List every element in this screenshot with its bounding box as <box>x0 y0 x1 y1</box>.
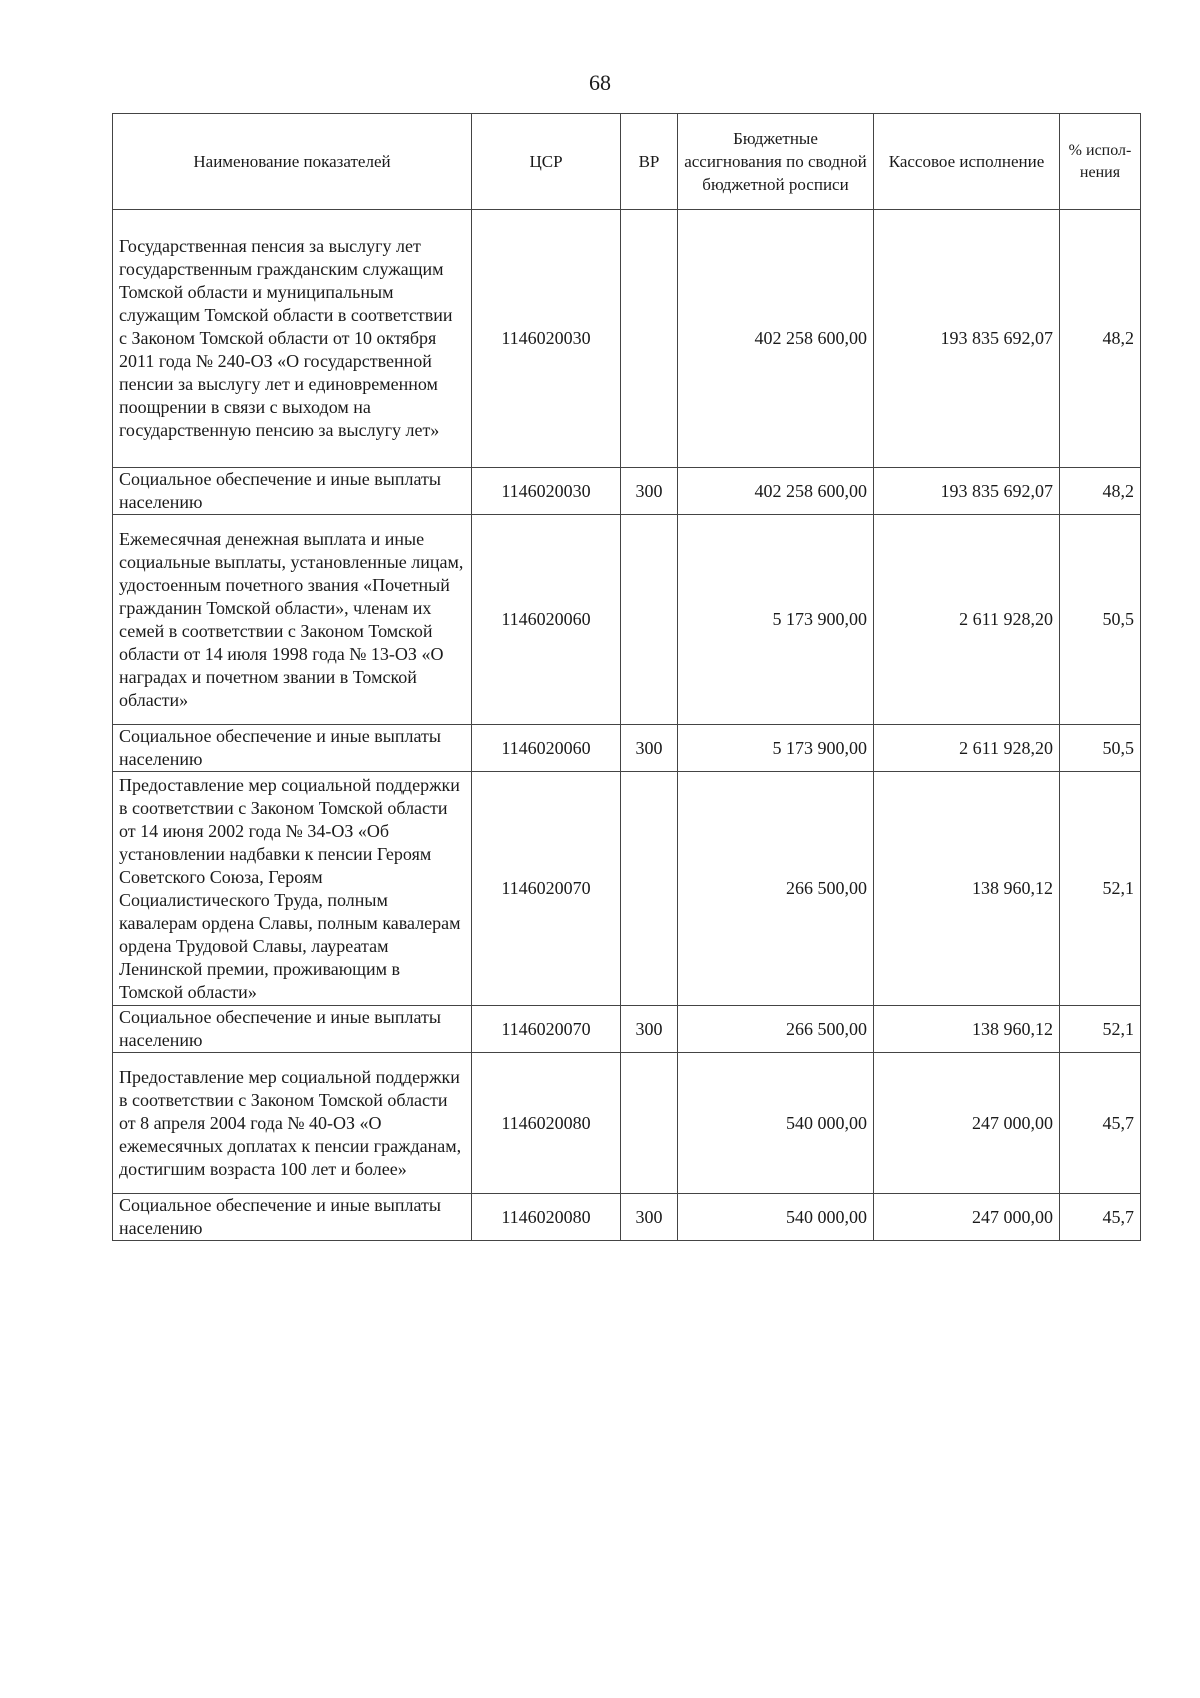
row-name: Ежемесячная денежная выплата и иные социальные выплаты, установленные лицам, удостоенным почетного звания «Почетный гражданин Томской области», членам их семей в соответствии с Законом Томской области от 14 июля 1998 года № 13-ОЗ «О наградах и почетном звании в Томской области» <box>113 515 472 725</box>
table-body <box>113 210 1141 1241</box>
row-name: Предоставление мер социальной поддержки в соответствии с Законом Томской области от 8 апреля 2004 года № 40-ОЗ «О ежемесячных доплатах к пенсии гражданам, достигшим возраста 100 лет и более» <box>113 1053 472 1194</box>
row-csr: 1146020080 <box>472 1053 621 1194</box>
row-budget: 402 258 600,00 <box>678 210 874 468</box>
page-number: 68 <box>589 70 611 95</box>
row-name: Социальное обеспечение и иные выплаты населению <box>113 468 472 515</box>
row-vr <box>621 210 678 468</box>
row-cash: 2 611 928,20 <box>874 515 1060 725</box>
table-row <box>113 468 1141 515</box>
row-cash: 2 611 928,20 <box>874 725 1060 772</box>
header-name: Наименование показателей <box>113 114 472 210</box>
row-pct: 45,7 <box>1060 1194 1141 1241</box>
row-vr: 300 <box>621 468 678 515</box>
row-cash: 247 000,00 <box>874 1194 1060 1241</box>
row-pct: 48,2 <box>1060 210 1141 468</box>
row-budget: 266 500,00 <box>678 772 874 1006</box>
table-row <box>113 1006 1141 1053</box>
header-csr: ЦСР <box>472 114 621 210</box>
header-pct: % испол-нения <box>1060 114 1141 210</box>
row-csr: 1146020030 <box>472 468 621 515</box>
table-row <box>113 515 1141 725</box>
row-budget: 540 000,00 <box>678 1194 874 1241</box>
row-budget: 5 173 900,00 <box>678 515 874 725</box>
table-header <box>113 114 1141 210</box>
row-csr: 1146020060 <box>472 515 621 725</box>
row-cash: 247 000,00 <box>874 1053 1060 1194</box>
row-csr: 1146020060 <box>472 725 621 772</box>
table-row <box>113 725 1141 772</box>
row-cash: 193 835 692,07 <box>874 210 1060 468</box>
row-pct: 50,5 <box>1060 725 1141 772</box>
row-name: Государственная пенсия за выслугу лет государственным гражданским служащим Томской области и муниципальным служащим Томской области в соответствии с Законом Томской области от 10 октября 2011 года № 240-ОЗ «О государственной пенсии за выслугу лет и единовременном поощрении в связи с выходом на государственную пенсию за выслугу лет» <box>113 210 472 468</box>
row-cash: 193 835 692,07 <box>874 468 1060 515</box>
row-cash: 138 960,12 <box>874 1006 1060 1053</box>
row-pct: 52,1 <box>1060 1006 1141 1053</box>
row-budget: 5 173 900,00 <box>678 725 874 772</box>
row-csr: 1146020030 <box>472 210 621 468</box>
row-vr: 300 <box>621 1006 678 1053</box>
row-name: Социальное обеспечение и иные выплаты населению <box>113 1194 472 1241</box>
row-name: Социальное обеспечение и иные выплаты населению <box>113 725 472 772</box>
row-budget: 266 500,00 <box>678 1006 874 1053</box>
row-pct: 45,7 <box>1060 1053 1141 1194</box>
row-pct: 50,5 <box>1060 515 1141 725</box>
row-vr: 300 <box>621 725 678 772</box>
row-vr: 300 <box>621 1194 678 1241</box>
row-budget: 402 258 600,00 <box>678 468 874 515</box>
row-vr <box>621 515 678 725</box>
row-pct: 52,1 <box>1060 772 1141 1006</box>
row-name: Социальное обеспечение и иные выплаты населению <box>113 1006 472 1053</box>
row-pct: 48,2 <box>1060 468 1141 515</box>
row-budget: 540 000,00 <box>678 1053 874 1194</box>
table-row <box>113 1194 1141 1241</box>
table-row <box>113 1053 1141 1194</box>
row-vr <box>621 772 678 1006</box>
header-budget: Бюджетные ассигнования по сводной бюджетной росписи <box>678 114 874 210</box>
row-cash: 138 960,12 <box>874 772 1060 1006</box>
row-csr: 1146020080 <box>472 1194 621 1241</box>
row-csr: 1146020070 <box>472 772 621 1006</box>
table-row <box>113 772 1141 1006</box>
row-name: Предоставление мер социальной поддержки в соответствии с Законом Томской области от 14 июня 2002 года № 34-ОЗ «Об установлении надбавки к пенсии Героям Советского Союза, Героям Социалистического Труда, полным кавалерам ордена Славы, полным кавалерам ордена Трудовой Славы, лауреатам Ленинской премии, проживающим в Томской области» <box>113 772 472 1006</box>
header-cash: Кассовое исполнение <box>874 114 1060 210</box>
header-row <box>113 114 1141 210</box>
table-row <box>113 210 1141 468</box>
row-csr: 1146020070 <box>472 1006 621 1053</box>
row-vr <box>621 1053 678 1194</box>
budget-execution-table <box>112 113 1141 1241</box>
header-vr: ВР <box>621 114 678 210</box>
